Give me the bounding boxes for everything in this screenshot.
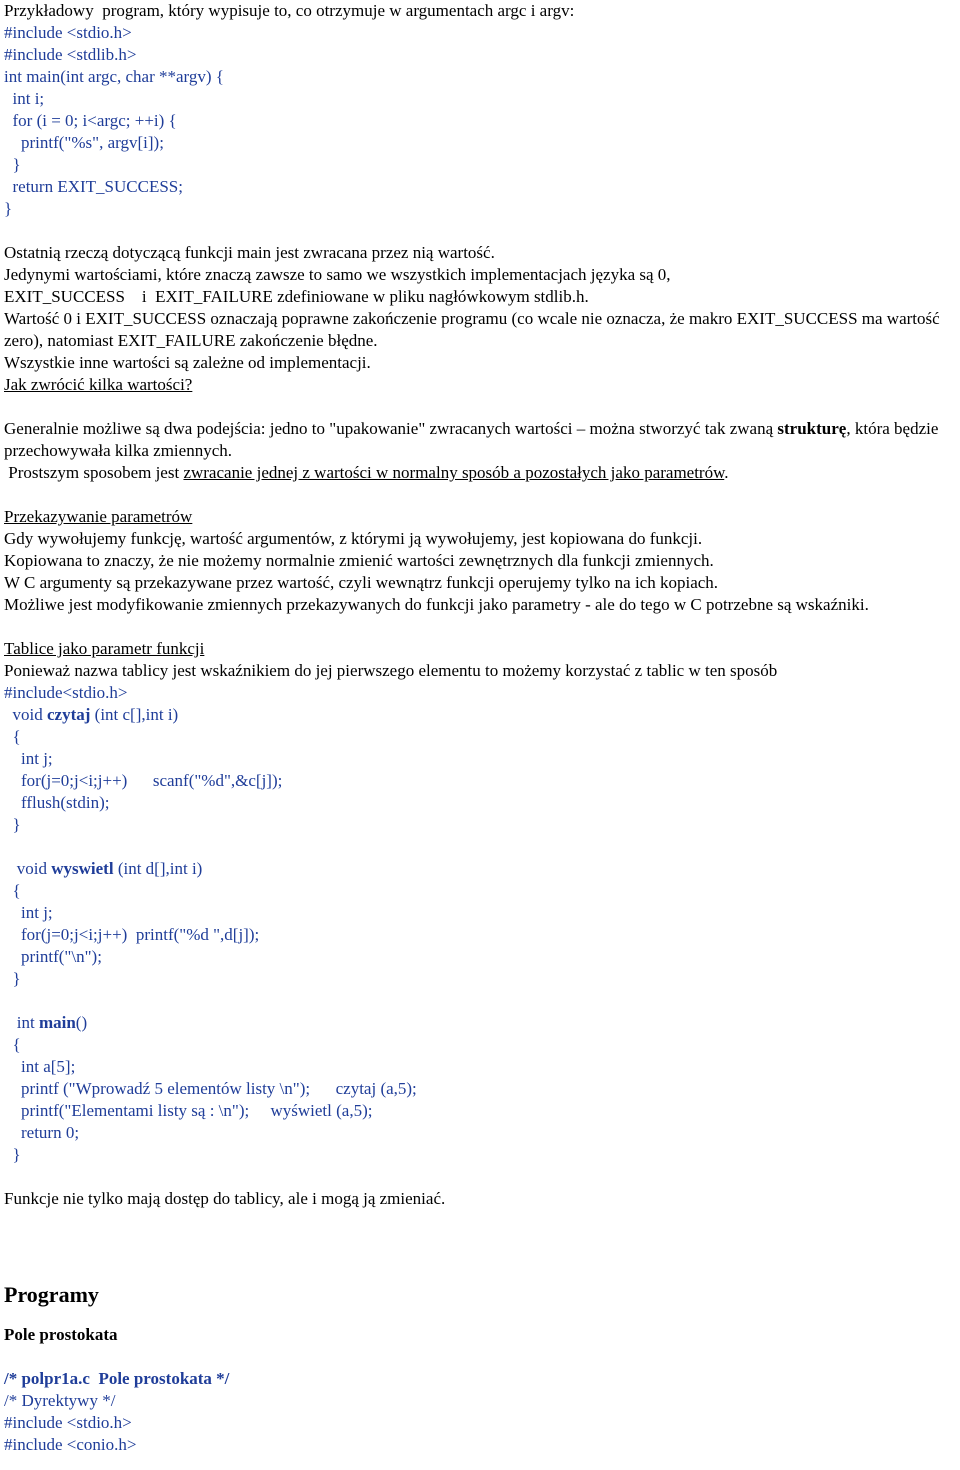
arrays-closing: Funkcje nie tylko mają dostęp do tablicy, ale i mogą ją zmieniać. (4, 1189, 446, 1208)
programs-subheading: Pole prostokata (4, 1325, 118, 1344)
code-line: void wyswietl (int d[],int i) (4, 859, 203, 878)
approaches-paragraph: Generalnie możliwe są dwa podejścia: jedno to "upakowanie" zwracanych wartości – można stworzyć tak zwaną strukturę, która będzie przechowywała kilka zmiennych. (4, 419, 939, 460)
code-block-argv (4, 22, 958, 220)
code-line: { (4, 1035, 21, 1054)
code-line: int a[5]; (4, 1057, 76, 1076)
code-line: for(j=0;j<i;j++) printf("%d ",d[j]); (4, 925, 260, 944)
code-line: int main() (4, 1013, 88, 1032)
multiple-values-link[interactable]: Jak zwrócić kilka wartości? (4, 375, 193, 394)
return-value-line2: Jedynymi wartościami, które znaczą zawsze to samo we wszystkich implementacjach języka są 0, (4, 265, 671, 284)
code-line: void czytaj (int c[],int i) (4, 705, 179, 724)
return-value-line4: Wartość 0 i EXIT_SUCCESS oznaczają poprawne zakończenie programu (co wcale nie oznacza, że makro EXIT_SUCCESS ma wartość zero), natomiast EXIT_FAILURE zakończenie błędne. (4, 309, 940, 350)
code-line: { (4, 727, 21, 746)
func-name-wyswietl: wyswietl (51, 859, 114, 878)
code-line: #include <stdlib.h> (4, 45, 137, 64)
code-line: printf("%s", argv[i]); (4, 133, 164, 152)
code-line: printf("\n"); (4, 947, 102, 966)
code-line: int i; (4, 89, 45, 108)
code-line: int main(int argc, char **argv) { (4, 67, 224, 86)
code-line: printf ("Wprowadź 5 elementów listy \n"); czytaj (a,5); (4, 1079, 417, 1098)
code-line: } (4, 969, 21, 988)
code-line: } (4, 155, 21, 174)
params-line: W C argumenty są przekazywane przez wartość, czyli wewnątrz funkcji operujemy tylko na ich kopiach. (4, 573, 719, 592)
code-line: fflush(stdin); (4, 793, 110, 812)
code-line: } (4, 815, 21, 834)
code-comment-title: /* polpr1a.c Pole prostokata */ (4, 1369, 230, 1388)
programs-heading: Programy (4, 1282, 99, 1307)
code-line: } (4, 1145, 21, 1164)
return-value-line5: Wszystkie inne wartości są zależne od implementacji. (4, 353, 371, 372)
code-include-stdio: #include <stdio.h> (4, 1413, 132, 1432)
intro-text: Przykładowy program, który wypisuje to, co otrzymuje w argumentach argc i argv: (4, 1, 575, 20)
func-name-czytaj: czytaj (46, 705, 91, 724)
params-line: Możliwe jest modyfikowanie zmiennych przekazywanych do funkcji jako parametry - ale do tego w C potrzebne są wskaźniki. (4, 595, 869, 614)
code-line: #include <stdio.h> (4, 23, 132, 42)
section-title-arrays: Tablice jako parametr funkcji (4, 639, 205, 658)
code-line: #include<stdio.h> (4, 683, 128, 702)
code-block-arrays (4, 682, 958, 1166)
code-line: } (4, 199, 13, 218)
code-include-conio: #include <conio.h> (4, 1435, 137, 1454)
return-one-value-link[interactable]: zwracanie jednej z wartości w normalny sposób a pozostałych jako parametrów (183, 463, 725, 482)
params-line: Kopiowana to znaczy, że nie możemy normalnie zmienić wartości zewnętrznych dla funkcji zmiennych. (4, 551, 714, 570)
code-line: for(j=0;j<i;j++) scanf("%d",&c[j]); (4, 771, 283, 790)
code-line: return 0; (4, 1123, 80, 1142)
return-value-line3: EXIT_SUCCESS i EXIT_FAILURE zdefiniowane w pliku nagłówkowym stdlib.h. (4, 287, 589, 306)
code-comment-directives: /* Dyrektywy */ (4, 1391, 116, 1410)
document-page (4, 0, 958, 1456)
code-line: return EXIT_SUCCESS; (4, 177, 183, 196)
code-line: printf("Elementami listy są : \n"); wyświetl (a,5); (4, 1101, 373, 1120)
code-line: int j; (4, 749, 53, 768)
params-line: Gdy wywołujemy funkcję, wartość argumentów, z którymi ją wywołujemy, jest kopiowana do funkcji. (4, 529, 703, 548)
func-name-main: main (38, 1013, 76, 1032)
arrays-intro: Ponieważ nazwa tablicy jest wskaźnikiem do jej pierwszego elementu to możemy korzystać z tablic w ten sposób (4, 661, 778, 680)
code-line: for (i = 0; i<argc; ++i) { (4, 111, 177, 130)
simpler-approach-line: Prostszym sposobem jest zwracanie jednej z wartości w normalny sposób a pozostałych jako parametrów. (4, 463, 729, 482)
return-value-line1: Ostatnią rzeczą dotyczącą funkcji main jest zwracana przez nią wartość. (4, 243, 495, 262)
code-line: int j; (4, 903, 53, 922)
code-line: { (4, 881, 21, 900)
struct-term: strukturę (777, 419, 847, 438)
section-title-params: Przekazywanie parametrów (4, 507, 193, 526)
